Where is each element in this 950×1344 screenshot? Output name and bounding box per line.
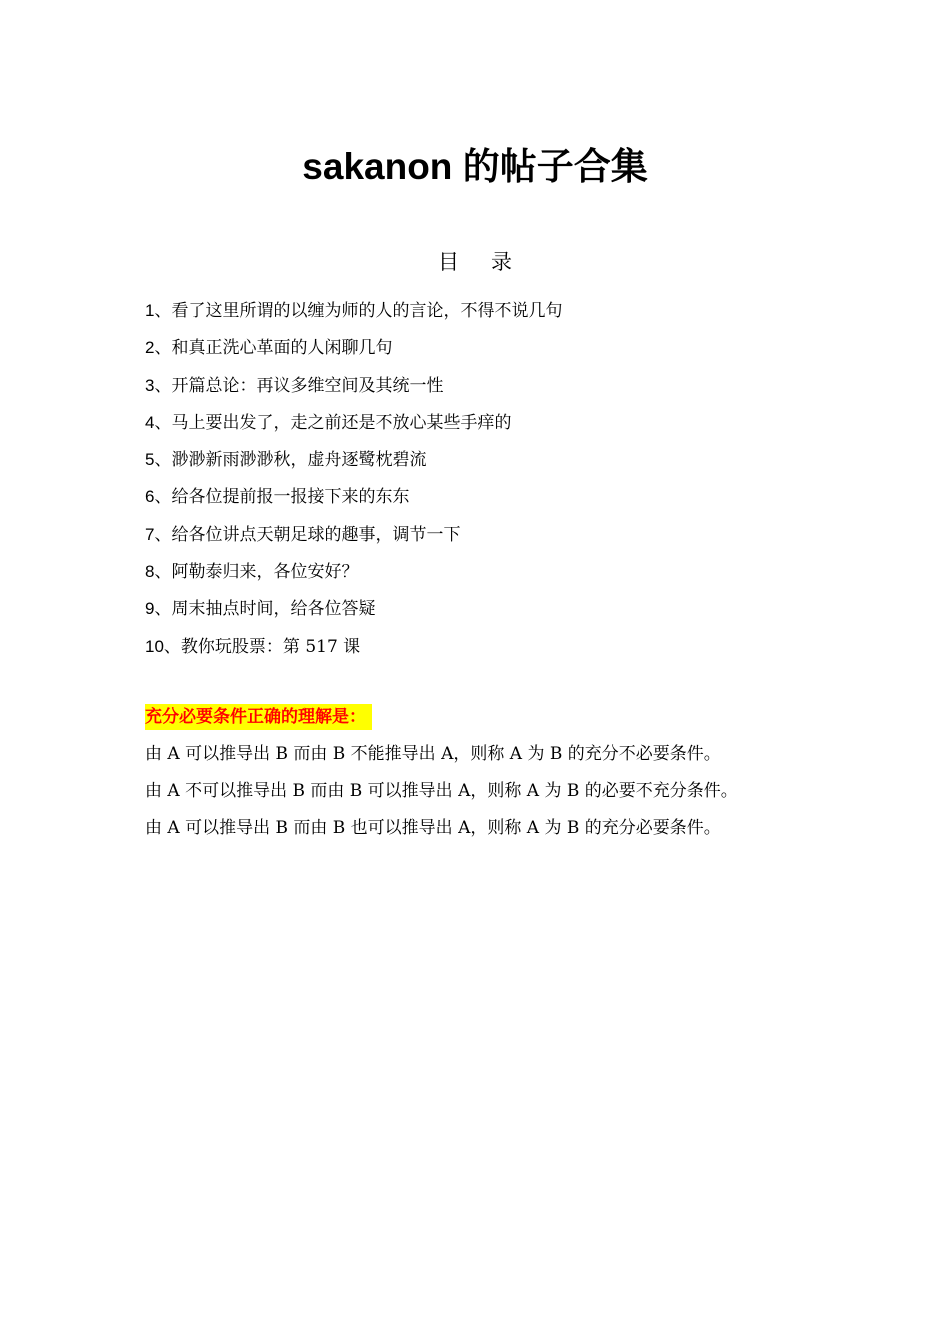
- toc-item-text: 、看了这里所谓的以缠为师的人的言论，不得不说几句: [154, 301, 563, 321]
- document-title: sakanon 的帖子合集: [302, 146, 648, 187]
- toc-item-number: 5: [145, 450, 155, 470]
- toc-item-text: 、给各位提前报一报接下来的东东: [154, 487, 410, 508]
- toc-item[interactable]: [145, 408, 562, 445]
- toc-item[interactable]: [145, 296, 562, 333]
- toc-item-text: 、阿勒泰归来，各位安好？: [154, 562, 359, 583]
- note-line-sufficient-necessary: 由 A 可以推导出 B 而由 B 也可以推导出 A，则称 A 为 B 的充分必要条件。: [145, 818, 721, 838]
- toc-item-number: 1: [145, 301, 155, 320]
- toc-item[interactable]: [145, 632, 562, 669]
- toc-item[interactable]: [145, 557, 562, 594]
- note-line-sufficient: 由 A 可以推导出 B 而由 B 不能推导出 A，则称 A 为 B 的充分不必要条件。: [145, 744, 721, 764]
- toc-item-number: 3: [145, 375, 155, 395]
- note-heading-highlight: 充分必要条件正确的理解是：: [145, 704, 372, 730]
- toc-item[interactable]: [145, 482, 562, 519]
- toc-item-number: 7: [145, 524, 155, 544]
- toc-item-text: 、和真正洗心革面的人闲聊几句: [154, 338, 393, 359]
- toc-list: [145, 296, 562, 669]
- toc-item[interactable]: [145, 371, 562, 408]
- toc-item[interactable]: [145, 594, 562, 631]
- toc-item-text: 、教你玩股票：第 517 课: [163, 636, 361, 657]
- toc-item-number: 9: [145, 599, 155, 619]
- toc-item-number: 2: [145, 338, 155, 358]
- note-line-necessary: 由 A 不可以推导出 B 而由 B 可以推导出 A，则称 A 为 B 的必要不充分条件。: [145, 781, 738, 801]
- toc-item-number: 4: [145, 412, 155, 432]
- toc-item-number: 8: [145, 562, 155, 582]
- toc-heading: 目录: [438, 250, 544, 274]
- toc-item-text: 、周末抽点时间，给各位答疑: [154, 599, 376, 620]
- toc-item-text: 、给各位讲点天朝足球的趣事，调节一下: [154, 524, 461, 545]
- definition-note: [145, 704, 738, 851]
- toc-item-number: 10: [145, 636, 164, 656]
- toc-item[interactable]: [145, 445, 562, 482]
- toc-item-text: 、马上要出发了，走之前还是不放心某些手痒的: [154, 412, 512, 433]
- toc-item[interactable]: [145, 520, 562, 557]
- toc-item[interactable]: [145, 333, 562, 370]
- toc-item-number: 6: [145, 487, 155, 507]
- toc-item-text: 、开篇总论：再议多维空间及其统一性: [154, 375, 444, 396]
- toc-item-text: 、渺渺新雨渺渺秋，虚舟逐鹭枕碧流: [154, 450, 427, 471]
